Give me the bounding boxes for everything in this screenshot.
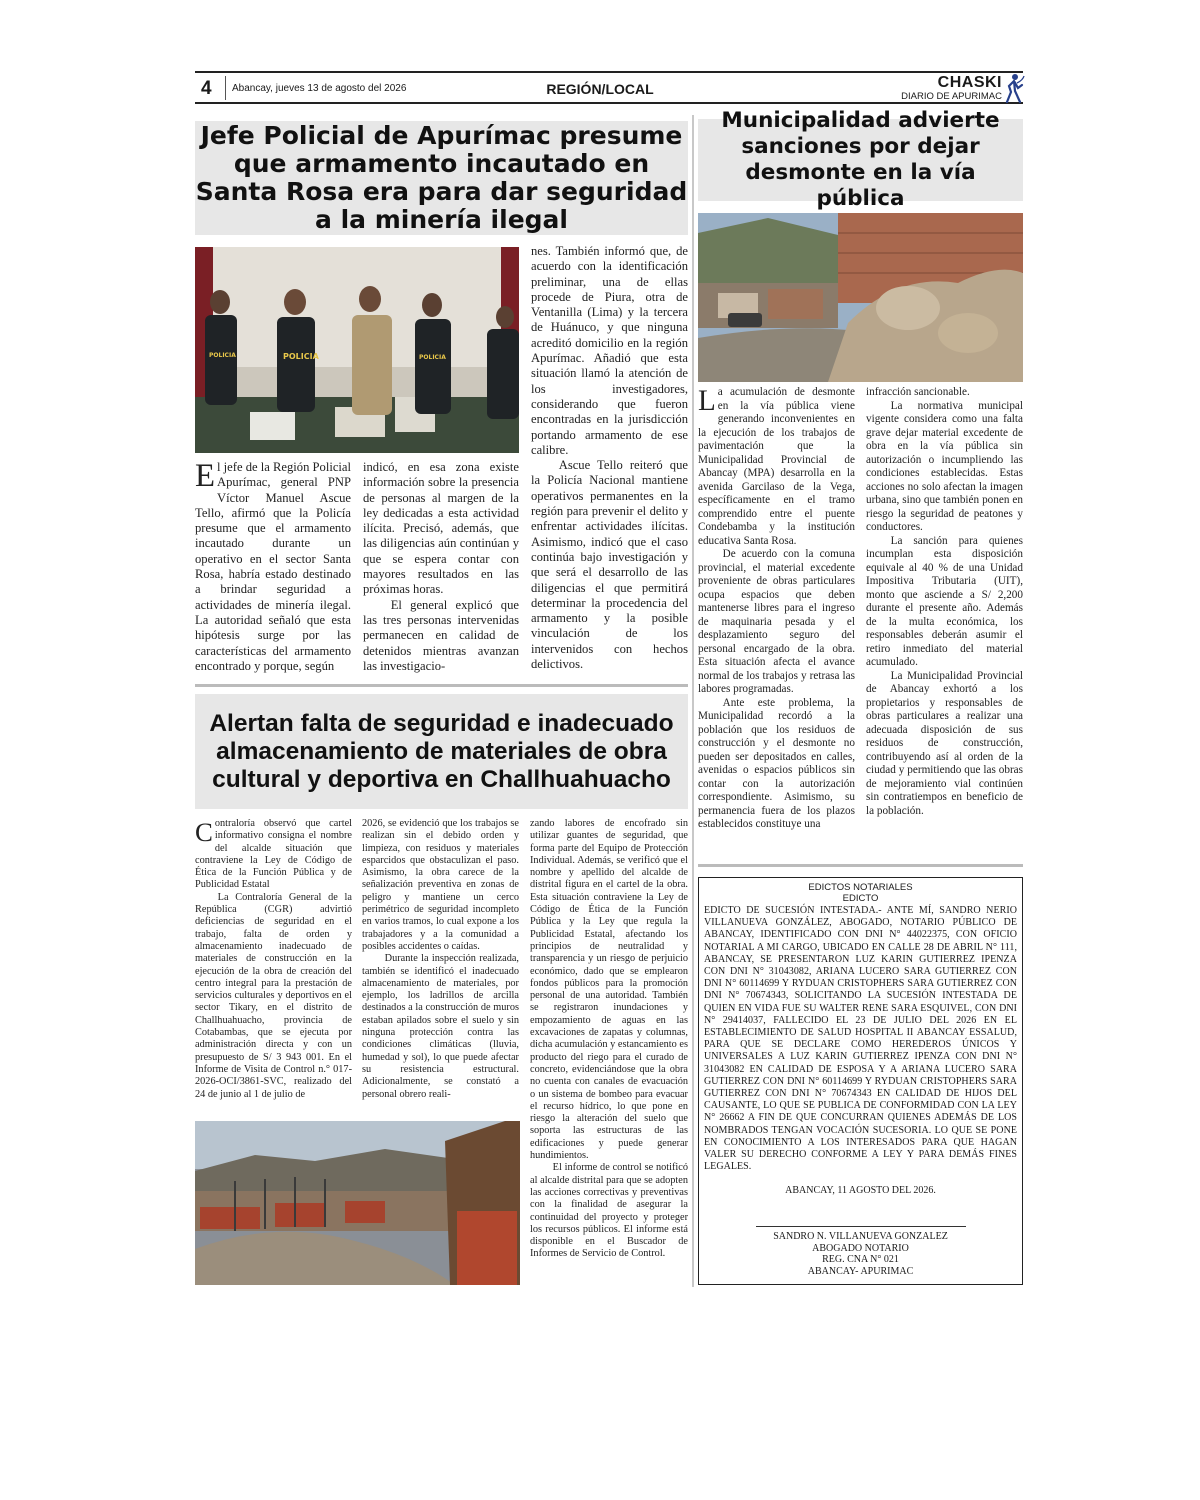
article3-paragraph: La Municipalidad Provincial de Abancay exhortó a los propietarios y responsables de obras particulares a realizar una adecuada disposición de sus residuos de construcción, contribuyendo así al orden de la ciudad y permitiendo que las obras de mejoramiento vial continúen sin contratiempos en beneficio de la población.	[866, 669, 1023, 817]
article3-column-1	[698, 386, 855, 832]
edict-body: EDICTO DE SUCESIÓN INTESTADA.- ANTE MÍ, SANDRO NERIO VILLANUEVA GONZÁLEZ, ABOGADO, NOTARIO PÚBLICO DE ABANCAY, IDENTIFICADO CON DNI N° 44022375, CON OFICIO NOTARIAL A MI CARGO, UBICADO EN CALLE 28 DE ABRIL N° 111, ABANCAY, SE PRESENTARON LUZ KARIN GUTIERREZ IPENZA CON DNI N° 31043082, ARIANA LUCERO SARA GUTIERREZ CON DNI N° 60114699 Y RYDUAN CRISTOPHERS SARA GUTIERREZ CON DNI N° 70674343, SOLICITANDO LA SUCESIÓN INTESTADA DE QUIEN EN VIDA FUE SU WALTER RENE SARA ESQUIVEL, CON DNI N° 29414037, FALLECIDO EL 23 DE JULIO DEL 2026 EN EL ESTABLECIMIENTO DE SALUD HOSPITAL II ABANCAY ESSALUD, PARA QUE SE DECLARE COMO HEREDEROS ÚNICOS Y UNIVERSALES A LUZ KARIN GUTIERREZ IPENZA CON DNI N° 31043082 EN CALIDAD DE ESPOSA Y A ARIANA LUCERO SARA GUTIERREZ CON DNI N° 60114699 Y RYDUAN CRISTOPHERS SARA GUTIERREZ CON DNI N° 70674343 EN CALIDAD DE HIJOS DEL CAUSANTE, LO QUE SE PUBLICA DE CONFORMIDAD CON LA LEY N° 26662 A FIN DE QUE CONCURRAN QUIENES ADEMÁS DE LOS NOMBRADOS TENGAN VOCACIÓN SUCESORIA. LO QUE SE PONE EN CONOCIMIENTO A LOS INTERESADOS PARA QUE HAGAN VALER SU DERECHO CONFORME A LEY Y PARA DEMÁS FINES LEGALES.	[704, 905, 1017, 1173]
edicts-subheader: EDICTO	[842, 893, 879, 904]
article1-paragraph: nes. También informó que, de acuerdo con la identificación preliminar, una de ellas procede de Piura, otra de Ventanilla (Lima) y la tercera de Huánuco, y que ninguna acreditó domicilio en la región Apurímac. Añadió que esta situación llamó la atención de los investigadores, considerando que fueron encontradas en la jurisdicción portando armamento de ese calibre.	[531, 244, 688, 457]
brand-name: CHASKI	[937, 74, 1002, 91]
police-press-photo	[195, 247, 519, 453]
article2-column-3	[530, 818, 688, 1261]
article2-paragraph: El informe de control se notificó al alcalde distrital para que se adopten las acciones correctivas y preventivas con la finalidad de asegurar la continuidad del proyecto y proteger los recursos públicos. El informe está disponible en el Buscador de Informes de Servicio de Control.	[530, 1162, 688, 1260]
article3-paragraph: infracción sancionable.	[866, 386, 970, 398]
page-column-divider	[692, 115, 694, 1287]
article3-headline-box	[698, 108, 1023, 211]
article1-paragraph: El jefe de la Región Policial Apurímac, general PNP Víctor Manuel Ascue Tello, afirmó que la Policía presume que el armamento incautado durante un operativo en el sector Santa Rosa, habría estado destinado a brindar seguridad a actividades de minería ilegal. La autoridad señaló que esta hipótesis surge por las características del armamento encontrado y porque, según	[195, 458, 351, 673]
article1-paragraph: indicó, en esa zona existe información sobre la presencia de personas al margen de la ley dedicadas a esta actividad ilícita. Precisó, además, que las diligencias aún continúan y que se espera contar con mayores resultados en las próximas horas.	[363, 460, 519, 597]
article1-column-3	[531, 244, 688, 672]
article2-column-2	[362, 818, 519, 1101]
edict-date: ABANCAY, 11 AGOSTO DEL 2026.	[785, 1185, 936, 1197]
page-number: 4	[201, 78, 212, 99]
article1-headline-box	[195, 121, 688, 235]
article2-headline-box	[195, 694, 688, 809]
article2-photo	[195, 1121, 520, 1285]
construction-site-photo	[195, 1121, 520, 1285]
signature-line	[756, 1226, 966, 1227]
signature-name: SANDRO N. VILLANUEVA GONZALEZ	[773, 1231, 948, 1243]
photo-label-3: POLICIA	[209, 352, 236, 359]
article1-paragraph: El general explicó que las tres personas intervenidas permanecen en calidad de detenidos mientras avanzan las investigacio-	[363, 597, 519, 673]
article3-paragraph: Ante este problema, la Municipalidad recordó a la población que los residuos de construcción y el desmonte no pueden ser depositados en calles, avenidas o espacios públicos sin contar con la autorización correspondiente. Asimismo, su permanencia fuera de los plazos establecidos constituye una	[698, 696, 855, 830]
header-top-rule	[195, 71, 1023, 73]
article1-photo	[195, 247, 519, 453]
article2-paragraph: zando labores de encofrado sin utilizar guantes de seguridad, que forma parte del Equipo de Protección Individual. Además, se verificó que el nombre y apellido del alcalde de distrital figura en el cartel de la obra. Esta situación contraviene la Ley de Código de Ética de la Función Pública y la Ley que regula la Publicidad Estatal, afectando los principios de neutralidad y transparencia y un riesgo de perjuicio económico, dado que se emplearon fondos públicos para la promoción personal de una autoridad. También se registraron inundaciones y empozamiento de aguas en las excavaciones de zapatas y columnas, dicha acumulación y estancamiento es producto del riego para el curado de concreto, evidenciándose que la obra no cuenta con canales de evacuación o un sistema de bombeo para evacuar el recurso hídrico, lo que pone en riesgo la alteración del suelo que soporta las estructuras de las edificaciones y puede generar hundimientos.	[530, 818, 688, 1162]
masthead-brand	[901, 74, 1002, 102]
signature-registry: REG. CNA N° 021	[822, 1254, 899, 1266]
article3-paragraph: La sanción para quienes incumplan esta disposición equivale al 40 % de una Unidad Impositiva Tributaria (UIT), monto que asciende a S/ 2,200 durante el presente año. Además de la multa económica, los responsables deberán asumir el retiro inmediato del material acumulado.	[866, 534, 1023, 668]
article2-headline: Alertan falta de seguridad e inadecuado almacenamiento de materiales de obra cultural y deportiva en Challhuahuacho	[209, 709, 674, 793]
article3-column-2	[866, 386, 1023, 818]
article3-paragraph: De acuerdo con la comuna provincial, el material excedente proveniente de obras particulares ocupa espacios que deben mantenerse libres para el ingreso de maquinaria pesada y el desplazamiento seguro del personal encargado de la obra. Esta situación afecta el avance normal de los trabajos y retrasa las labores programadas.	[698, 548, 855, 695]
section-title: REGIÓN/LOCAL	[546, 81, 654, 97]
article2-column-1	[195, 818, 352, 1101]
article1-column-2	[363, 460, 519, 674]
article3-headline: Municipalidad advierte sanciones por dejar desmonte en la vía pública	[721, 108, 1000, 211]
article2-paragraph: La Contraloría General de la República (CGR) advirtió deficiencias de seguridad en el trabajo, falta de orden y almacenamiento inadecuado de materiales de construcción en la ejecución de la obra de creación del centro integral para la prestación de servicios culturales y deportivos en el sector Tikary, en el distrito de Challhuahuacho, provincia de Cotabambas, que se ejecuta por administración directa y con un presupuesto de S/ 3 943 001. En el Informe de Visita de Control n.° 017-2026-OCI/3861-SVC, realizado del 24 de junio al 1 de julio de	[195, 891, 352, 1100]
article1-column-1	[195, 460, 351, 674]
edicts-header: EDICTOS NOTARIALES	[808, 882, 913, 893]
article3-paragraph: La normativa municipal vigente considera como una falta grave dejar material excedente de obra en la vía pública sin autorización o incumpliendo las condiciones establecidas. Estas acciones no solo afectan la imagen urbana, sino que también ponen en riesgo la seguridad de peatones y conductores.	[866, 399, 1023, 533]
article1-paragraph: Ascue Tello reiteró que la Policía Nacional mantiene operativos permanentes en la región para prevenir el delito y enfrentar actividades ilícitas. Asimismo, indicó que el caso continúa bajo investigación y que será el desarrollo de las diligencias el que permitirá determinar la procedencia del armamento y la posible vinculación de los intervenidos con hechos delictivos.	[531, 458, 688, 672]
article2-paragraph: Durante la inspección realizada, también se identificó el inadecuado almacenamiento de materiales, por ejemplo, los ladrillos de arcilla destinados a la construcción de muros estaban apilados sobre el suelo y sin ninguna protección contra las condiciones climáticas (lluvia, humedad y sol), lo que puede afectar su resistencia estructural. Adicionalmente, se constató a personal obrero reali-	[362, 953, 519, 1100]
messenger-figure-icon	[1003, 72, 1025, 104]
signature-location: ABANCAY- APURIMAC	[807, 1265, 914, 1277]
article3-bottom-rule	[698, 864, 1023, 867]
photo-label-1: POLICIA	[283, 352, 319, 361]
article2-paragraph: Contraloría observó que cartel informativo consigna el nombre del alcalde situación que contraviene la Ley de Código de Ética de la Función Pública y de Publicidad Estatal	[195, 817, 352, 891]
signature-title: ABOGADO NOTARIO	[812, 1242, 909, 1254]
article3-photo	[698, 213, 1023, 382]
article3-paragraph: La acumulación de desmonte en la vía pública viene generando inconvenientes en la ejecución de los trabajos de pavimentación que la Municipalidad Provincial de Abancay (MPA) desarrolla en la avenida Garcilaso de la Vega, específicamente en el tramo comprendido entre el puente Condebamba y la institución educativa Santa Rosa.	[698, 385, 855, 547]
debris-street-photo	[698, 213, 1023, 382]
article1-headline: Jefe Policial de Apurímac presume que armamento incautado en Santa Rosa era para dar seguridad a la minería ilegal	[195, 121, 688, 234]
article2-paragraph: 2026, se evidenció que los trabajos se realizan sin el debido orden y limpieza, con residuos y materiales esparcidos que obstaculizan el paso. Asimismo, la obra carece de la señalización preventiva en zonas de peligro y mantiene un cerco perimétrico de seguridad incompleto en varios tramos, lo cual expone a los trabajadores y a la comunidad a posibles accidentes o caídas.	[362, 818, 519, 952]
article1-bottom-rule	[195, 684, 688, 687]
photo-label-2: POLICIA	[419, 354, 446, 361]
issue-date: Abancay, jueves 13 de agosto del 2026	[232, 83, 407, 94]
brand-subtitle: DIARIO DE APURIMAC	[901, 91, 1002, 102]
header-bottom-rule	[195, 102, 1023, 104]
edicts-box	[698, 877, 1023, 1285]
